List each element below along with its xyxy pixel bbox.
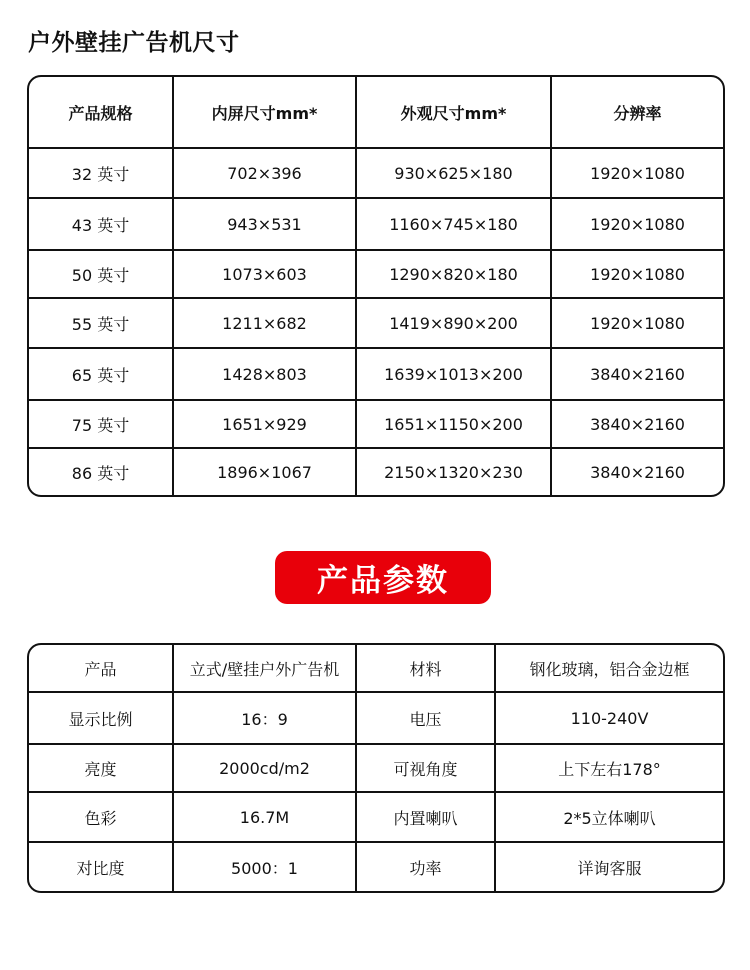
table-cell: 50 英寸 [29, 251, 174, 299]
param-label: 功率 [357, 843, 496, 891]
table-cell: 702×396 [174, 149, 357, 199]
params-table [27, 643, 725, 893]
header-cell: 内屏尺寸mm* [174, 77, 357, 149]
table-row [29, 793, 723, 843]
table-cell: 1920×1080 [552, 149, 723, 199]
table-cell: 930×625×180 [357, 149, 552, 199]
table-cell: 1651×1150×200 [357, 401, 552, 449]
table-row [29, 149, 723, 199]
table-row [29, 199, 723, 251]
header-cell: 外观尺寸mm* [357, 77, 552, 149]
table-row [29, 745, 723, 793]
table-cell: 1896×1067 [174, 449, 357, 495]
param-label: 材料 [357, 645, 496, 693]
table-cell: 1290×820×180 [357, 251, 552, 299]
size-section-title: 户外壁挂广告机尺寸 [28, 30, 240, 56]
param-value: 2*5立体喇叭 [496, 793, 723, 843]
table-cell: 1073×603 [174, 251, 357, 299]
param-value: 上下左右178° [496, 745, 723, 793]
table-cell: 1428×803 [174, 349, 357, 401]
param-label: 亮度 [29, 745, 174, 793]
table-row [29, 349, 723, 401]
table-cell: 1920×1080 [552, 299, 723, 349]
table-cell: 943×531 [174, 199, 357, 251]
table-row [29, 843, 723, 891]
table-cell: 3840×2160 [590, 462, 685, 482]
table-cell: 1920×1080 [552, 251, 723, 299]
param-label: 内置喇叭 [357, 793, 496, 843]
table-row [29, 693, 723, 745]
param-label: 色彩 [29, 793, 174, 843]
table-cell: 1639×1013×200 [357, 349, 552, 401]
param-value: 2000cd/m2 [174, 745, 357, 793]
size-table-header-row [29, 77, 723, 149]
table-cell: 1211×682 [174, 299, 357, 349]
table-cell: 1920×1080 [552, 199, 723, 251]
param-value: 110-240V [496, 693, 723, 745]
table-row [29, 449, 723, 495]
param-label: 电压 [357, 693, 496, 745]
table-cell: 1419×890×200 [357, 299, 552, 349]
param-value: 5000：1 [174, 843, 357, 891]
param-value: 立式/壁挂户外广告机 [174, 645, 357, 693]
table-cell: 43 英寸 [29, 199, 174, 251]
header-cell: 分辨率 [552, 77, 723, 149]
size-table [27, 75, 725, 497]
table-cell: 3840×2160 [552, 349, 723, 401]
table-cell: 55 英寸 [29, 299, 174, 349]
table-cell: 1651×929 [174, 401, 357, 449]
param-value: 钢化玻璃，铝合金边框 [496, 645, 723, 693]
param-value: 16.7M [174, 793, 357, 843]
table-cell: 1160×745×180 [357, 199, 552, 251]
table-row [29, 251, 723, 299]
table-cell: 75 英寸 [29, 401, 174, 449]
table-cell: 86 英寸 [29, 449, 174, 495]
param-label: 产品 [29, 645, 174, 693]
param-label: 可视角度 [357, 745, 496, 793]
table-row [29, 645, 723, 693]
table-row [29, 299, 723, 349]
table-row [29, 401, 723, 449]
param-value: 16：9 [174, 693, 357, 745]
params-section-badge: 产品参数 [275, 551, 491, 604]
table-cell: 65 英寸 [29, 349, 174, 401]
param-label: 对比度 [29, 843, 174, 891]
param-label: 显示比例 [29, 693, 174, 745]
table-cell: 2150×1320×230 [357, 449, 552, 495]
param-value: 详询客服 [577, 858, 642, 878]
header-cell: 产品规格 [29, 77, 174, 149]
table-cell: 3840×2160 [552, 401, 723, 449]
table-cell: 32 英寸 [29, 149, 174, 199]
